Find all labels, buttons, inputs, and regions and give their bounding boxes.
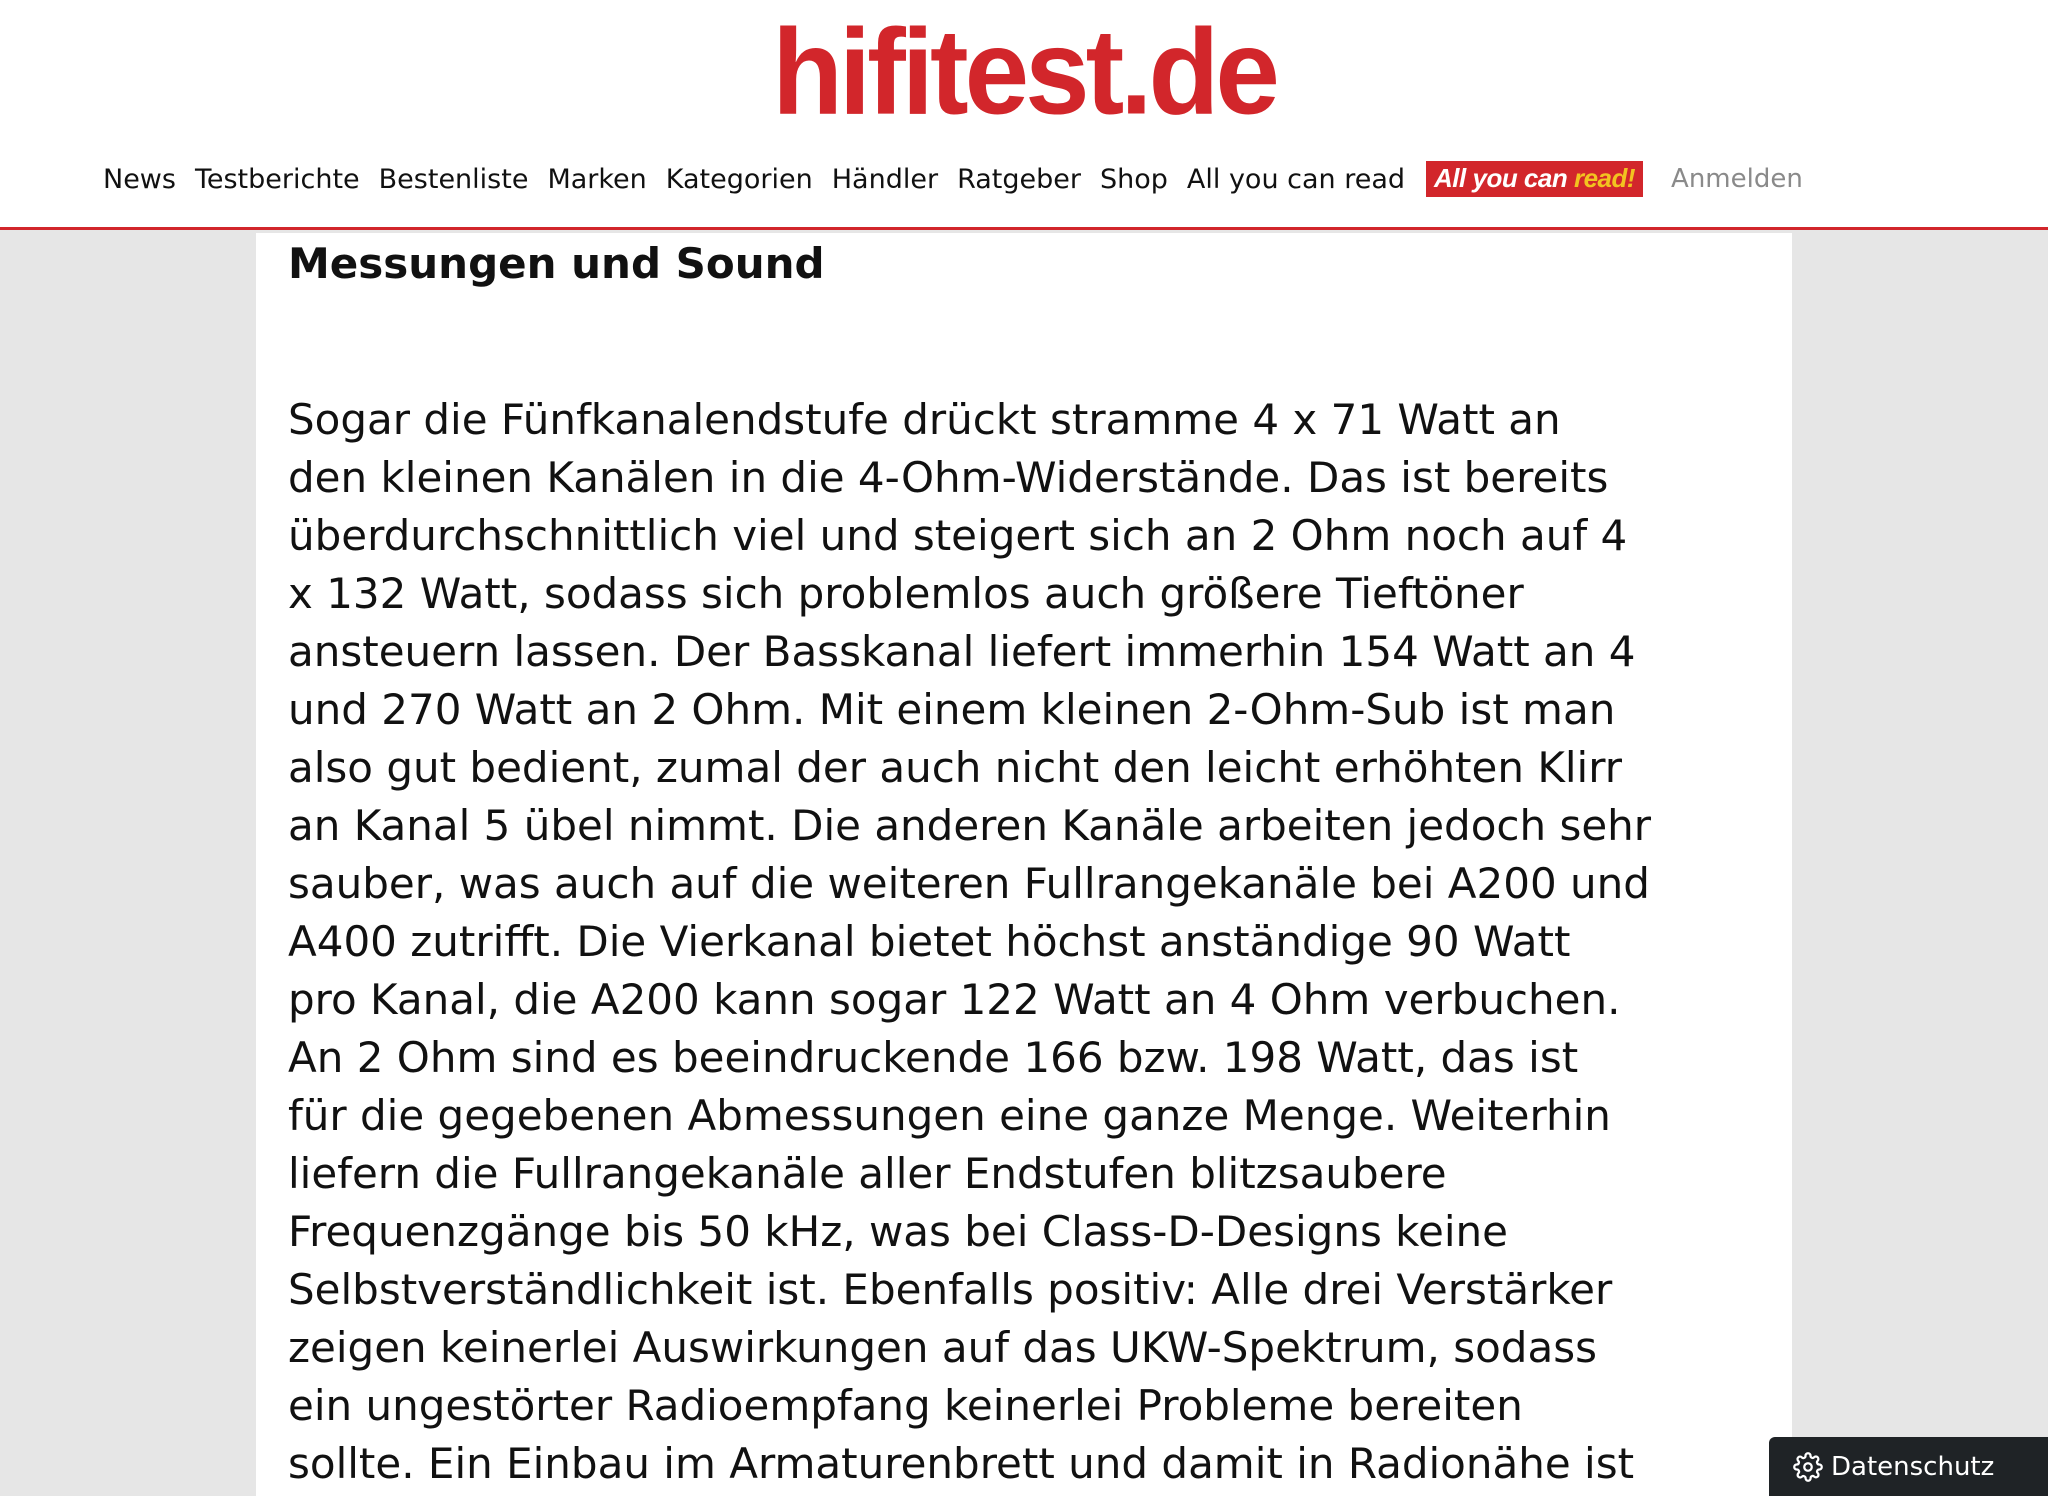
paragraph-line: ansteuern lassen. Der Basskanal liefert immerhin 154 Watt an 4 <box>288 627 1636 676</box>
nav-item-marken[interactable]: Marken <box>547 163 647 195</box>
paragraph-line: Selbstverständlichkeit ist. Ebenfalls positiv: Alle drei Verstärker <box>288 1265 1613 1314</box>
paragraph-line: also gut bedient, zumal der auch nicht den leicht erhöhten Klirr <box>288 743 1623 792</box>
paragraph-line: für die gegebenen Abmessungen eine ganze Menge. Weiterhin <box>288 1091 1611 1140</box>
banner-text-yellow: read! <box>1573 163 1636 193</box>
nav-item-shop[interactable]: Shop <box>1099 163 1168 195</box>
paragraph-line: den kleinen Kanälen in die 4-Ohm-Widerstände. Das ist bereits <box>288 453 1609 502</box>
main-navigation <box>103 156 1803 202</box>
paragraph-line: ein ungestörter Radioempfang keinerlei Probleme bereiten <box>288 1381 1523 1430</box>
site-logo[interactable] <box>0 0 2048 140</box>
logo-text[interactable]: hifitest.de <box>772 3 1276 140</box>
all-you-can-read-banner[interactable] <box>1426 161 1643 197</box>
nav-item-news[interactable]: News <box>103 163 176 195</box>
nav-item-testberichte[interactable]: Testberichte <box>194 163 360 195</box>
privacy-settings-button[interactable] <box>1769 1437 2048 1496</box>
paragraph-line: pro Kanal, die A200 kann sogar 122 Watt an 4 Ohm verbuchen. <box>288 975 1621 1024</box>
paragraph-line: An 2 Ohm sind es beeindruckende 166 bzw. 198 Watt, das ist <box>288 1033 1579 1082</box>
paragraph-line: x 132 Watt, sodass sich problemlos auch größere Tieftöner <box>288 569 1524 618</box>
article-paragraph <box>288 391 1748 1493</box>
nav-item-ratgeber[interactable]: Ratgeber <box>957 163 1081 195</box>
banner-text-white: All you can <box>1434 163 1574 193</box>
paragraph-line: Frequenzgänge bis 50 kHz, was bei Class-D-Designs keine <box>288 1207 1508 1256</box>
section-title: Messungen und Sound <box>288 239 825 288</box>
paragraph-line: überdurchschnittlich viel und steigert sich an 2 Ohm noch auf 4 <box>288 511 1628 560</box>
paragraph-line: an Kanal 5 übel nimmt. Die anderen Kanäle arbeiten jedoch sehr <box>288 801 1652 850</box>
paragraph-line: Sogar die Fünfkanalendstufe drückt stramme 4 x 71 Watt an <box>288 395 1561 444</box>
article-content <box>256 233 1792 1496</box>
privacy-label: Datenschutz <box>1831 1451 1995 1482</box>
paragraph-line: liefern die Fullrangekanäle aller Endstufen blitzsaubere <box>288 1149 1447 1198</box>
gear-icon <box>1793 1452 1823 1482</box>
paragraph-line: zeigen keinerlei Auswirkungen auf das UKW-Spektrum, sodass <box>288 1323 1597 1372</box>
nav-item-kategorien[interactable]: Kategorien <box>665 163 813 195</box>
login-link[interactable]: Anmelden <box>1671 164 1803 194</box>
paragraph-line: A400 zutrifft. Die Vierkanal bietet höchst anständige 90 Watt <box>288 917 1571 966</box>
paragraph-line: sauber, was auch auf die weiteren Fullrangekanäle bei A200 und <box>288 859 1650 908</box>
paragraph-line: und 270 Watt an 2 Ohm. Mit einem kleinen 2-Ohm-Sub ist man <box>288 685 1616 734</box>
nav-item-bestenliste[interactable]: Bestenliste <box>378 163 529 195</box>
paragraph-line: sollte. Ein Einbau im Armaturenbrett und damit in Radionähe ist <box>288 1439 1635 1488</box>
nav-item-all-you-can-read[interactable]: All you can read <box>1186 163 1406 195</box>
site-header <box>0 0 2048 230</box>
nav-item-haendler[interactable]: Händler <box>831 163 939 195</box>
